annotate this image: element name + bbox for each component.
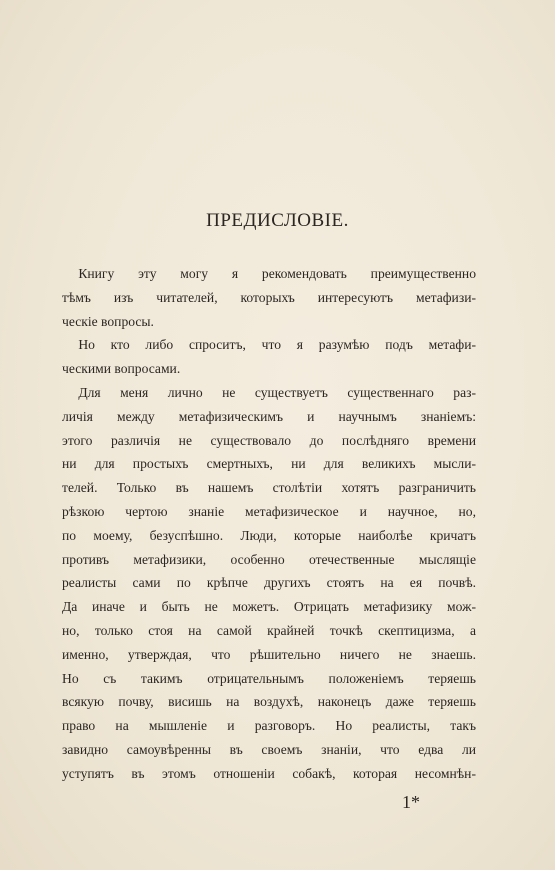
text-line: Но кто либо спроситъ, что я разумѣю подъ метафи-: [78, 337, 476, 353]
text-line: Да иначе и быть не можетъ. Отрицать метафизику мож-: [62, 599, 476, 615]
text-line: ни для простыхъ смертныхъ, ни для великихъ мысли-: [62, 456, 476, 472]
text-line: уступятъ въ этомъ отношеніи собакѣ, которая несомнѣн-: [62, 765, 476, 781]
text-line: ческими вопросами.: [62, 361, 181, 377]
text-line: именно, утверждая, что рѣшительно ничего не знаешь.: [62, 646, 476, 662]
text-line: рѣзкою чертою знаніе метафизическое и научное, но,: [62, 503, 476, 519]
text-line: по моему, безуспѣшно. Люди, которые наиболѣе кричатъ: [62, 527, 476, 543]
text-line: завидно самоувѣренны въ своемъ знаніи, что едва ли: [62, 741, 476, 757]
text-line: личія между метафизическимъ и научнымъ знаніемъ:: [62, 408, 476, 424]
text-line: реалисты сами по крѣпче другихъ стоятъ на ея почвѣ.: [62, 575, 476, 591]
chapter-title: ПРЕДИСЛОВІЕ.: [206, 210, 349, 231]
text-line: Для меня лично не существуетъ существеннаго раз-: [78, 384, 476, 400]
text-line: всякую почву, висишь на воздухѣ, наконецъ даже теряешь: [62, 694, 476, 710]
text-line: этого различія не существовало до послѣдняго времени: [62, 432, 476, 448]
body-text: [62, 262, 476, 786]
text-line: противъ метафизики, особенно отечественные мыслящіе: [62, 551, 476, 567]
text-line: ческіе вопросы.: [62, 313, 154, 329]
text-line: телей. Только въ нашемъ столѣтіи хотятъ разграничить: [62, 480, 476, 496]
text-line: право на мышленіе и разговоръ. Но реалисты, такъ: [62, 718, 476, 734]
page-number: 1*: [402, 792, 420, 812]
text-line: но, только стоя на самой крайней точкѣ скептицизма, а: [62, 622, 476, 638]
text-line: тѣмъ изъ читателей, которыхъ интересуютъ метафизи-: [62, 289, 476, 305]
text-line: Но съ такимъ отрицательнымъ положеніемъ теряешь: [62, 670, 476, 686]
text-line: Книгу эту могу я рекомендовать преимущественно: [78, 266, 476, 281]
